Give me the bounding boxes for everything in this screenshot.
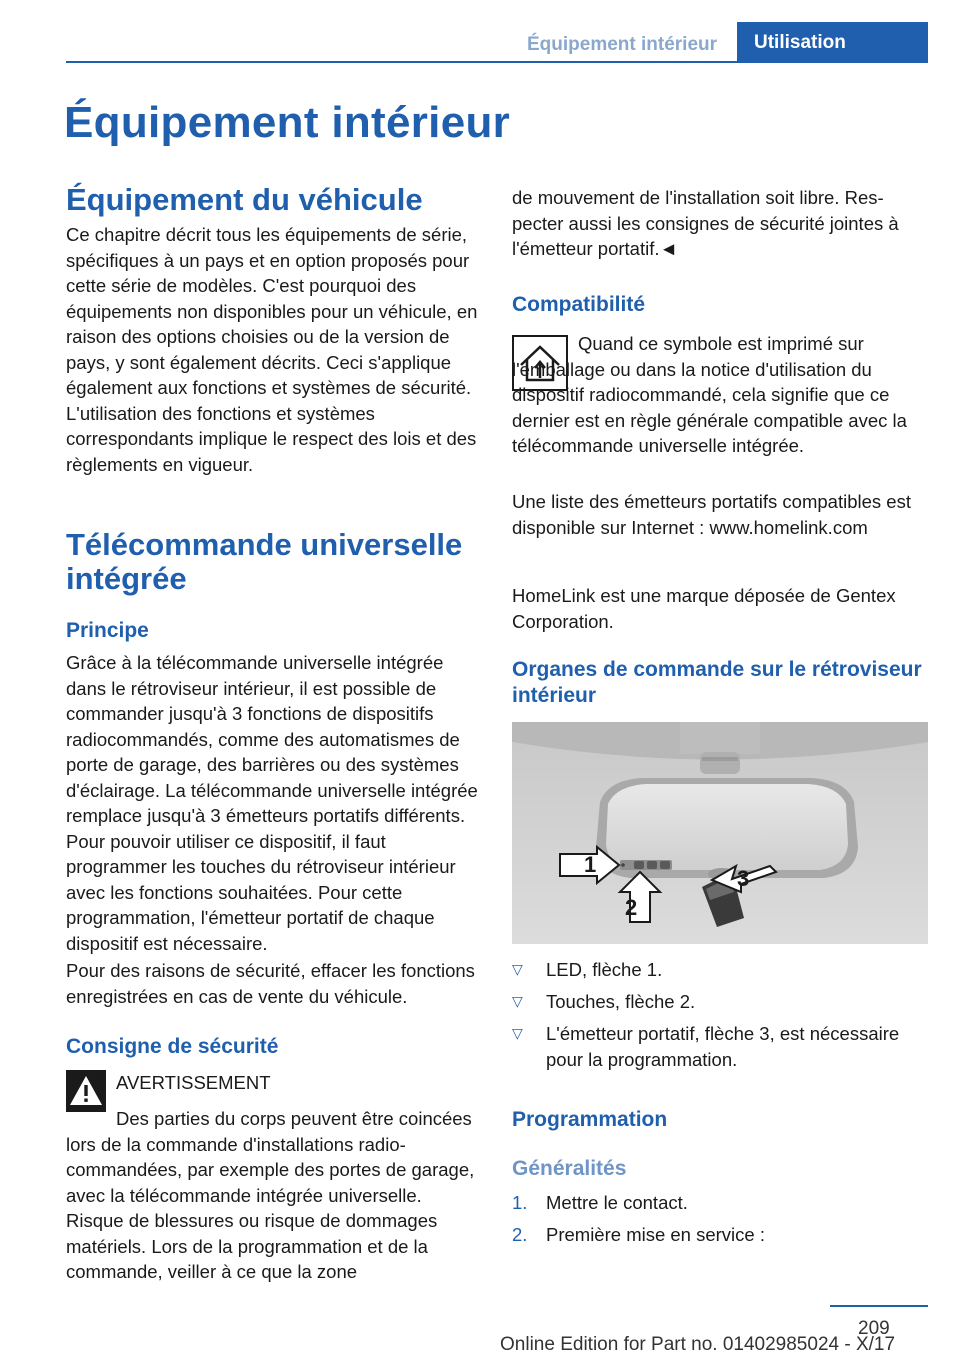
mirror-photo — [512, 722, 928, 944]
step-item — [512, 1190, 928, 1216]
principle-heading: Principe — [66, 619, 149, 642]
compatible-list-text: Une liste des émetteurs portatifs compatibles est disponible sur Internet : www.homelink.com — [512, 491, 911, 538]
header-rule — [66, 61, 928, 63]
warning-text: Des parties du corps peuvent être coincées lors de la commande d'installations radiocommandées, par exemple des portes de garage, avec la télécommande intégrée universelle. Risque de blessures ou risque de dommages matériels. Lors de la programmation et de la commande, veiller à ce que la zone — [66, 1108, 475, 1282]
step-number: 2. — [512, 1224, 528, 1245]
list-item — [512, 1021, 928, 1072]
warning-icon — [66, 1070, 106, 1110]
bullet-arrow-icon: ▽ — [512, 993, 523, 1009]
photo-label-1: 1 — [584, 852, 597, 877]
header-section-title: Équipement intérieur — [526, 34, 718, 55]
compatibility-text: Quand ce symbole est imprimé sur l'emballage ou dans la notice d'utilisation du dispositif radiocommandé, cela signifie que ce dernier est en règle générale compatible avec la télécommande universelle intégrée. — [512, 333, 907, 456]
list-item-text: Touches, flèche 2. — [546, 991, 696, 1012]
bullet-arrow-icon: ▽ — [512, 961, 523, 977]
step-item — [512, 1222, 928, 1248]
header-chapter-tab[interactable]: Utilisation — [737, 22, 928, 61]
step-number: 1. — [512, 1192, 528, 1213]
edition-footer: Online Edition for Part no. 01402985024 - X/17 — [500, 1334, 896, 1355]
footer-rule — [830, 1305, 928, 1307]
step-text: Première mise en service : — [546, 1224, 765, 1245]
list-item — [512, 957, 928, 983]
list-item — [512, 989, 928, 1015]
page-title: Équipement intérieur — [64, 98, 511, 147]
programming-heading: Programmation — [512, 1108, 668, 1131]
safety-heading: Consigne de sécurité — [66, 1035, 279, 1058]
general-heading: Généralités — [512, 1157, 627, 1180]
warning-label: AVERTISSEMENT — [116, 1072, 271, 1093]
photo-label-3: 3 — [737, 866, 750, 891]
compatibility-heading: Compatibilité — [512, 293, 646, 316]
trademark-text: HomeLink est une marque déposée de Gentex Corporation. — [512, 585, 896, 632]
step-text: Mettre le contact. — [546, 1192, 688, 1213]
page-number: 209 — [858, 1318, 890, 1339]
vehicle-equipment-heading: Équipement du véhicule — [66, 182, 423, 217]
warning-continued-text: de mouvement de l'installation soit libre. Respecter aussi les consignes de sécurité jointes à l'émetteur portatif.◄ — [512, 187, 899, 259]
universal-remote-heading: Télécommande universelle intégrée — [66, 527, 463, 596]
list-item-text: L'émetteur portatif, flèche 3, est nécessaire pour la programmation. — [546, 1023, 900, 1070]
principle-text-2: Pour des raisons de sécurité, effacer les fonctions enregistrées en cas de vente du véhicule. — [66, 960, 475, 1007]
vehicle-equipment-text: Ce chapitre décrit tous les équipements de série, spécifiques à un pays et en option proposés pour cette série de modèles. C'est pourquoi des équipements non disponibles pour un véhicule, en raison des options choisies ou de la version de pays, y sont également décrits. Ceci s'applique également aux fonctions et systèmes de sécurité. L'utilisation des fonctions et systèmes correspondants implique le respect des lois et des règlements en vigueur. — [66, 224, 478, 475]
bullet-arrow-icon: ▽ — [512, 1025, 523, 1041]
list-item-text: LED, flèche 1. — [546, 959, 663, 980]
controls-heading: Organes de commande sur le rétroviseur intérieur — [512, 658, 922, 707]
principle-text: Grâce à la télécommande universelle intégrée dans le rétroviseur intérieur, il est possible de commander jusqu'à 3 fonctions de dispositifs radiocommandés, comme des automatismes de porte de garage, des barrières ou des systèmes d'éclairage. La télécommande universelle intégrée remplace jusqu'à 3 émetteurs portatifs différents. Pour pouvoir utiliser ce dispositif, il faut programmer les touches du rétroviseur intérieur avec les fonctions souhaitées. Pour cette programmation, l'émetteur portatif de chaque dispositif est nécessaire. — [66, 652, 478, 954]
photo-label-2: 2 — [625, 895, 638, 920]
